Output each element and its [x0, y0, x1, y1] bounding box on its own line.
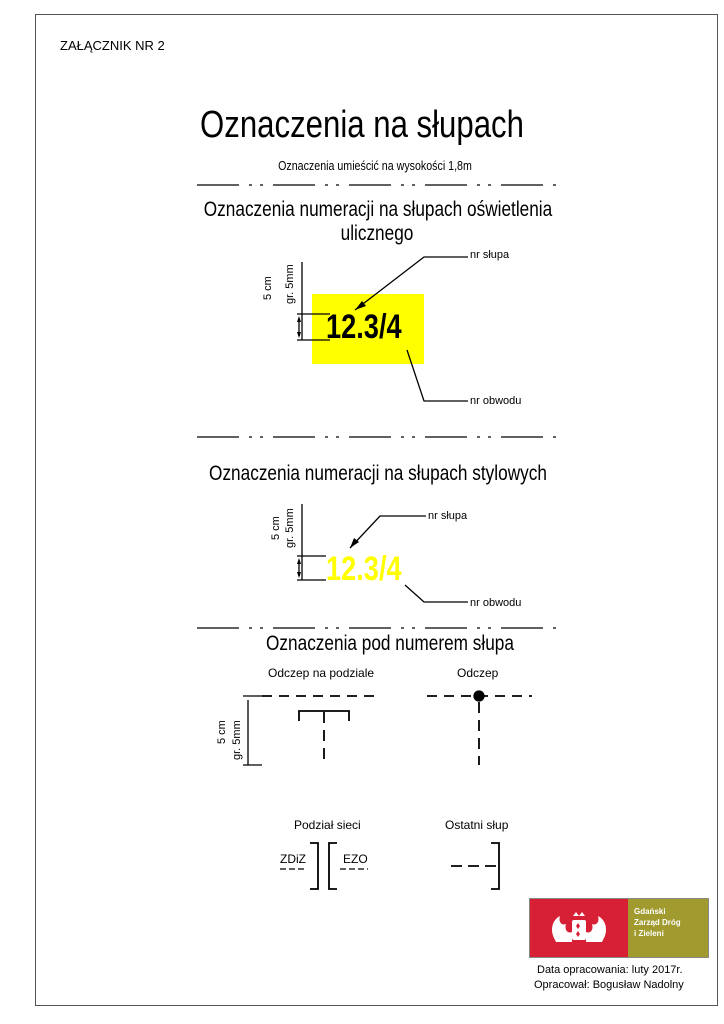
section1-dimension — [297, 262, 330, 340]
section2-dimension — [297, 504, 326, 580]
footer-author: Opracował: Bogusław Nadolny — [534, 979, 684, 991]
section1-leader-pole — [355, 257, 468, 310]
footer-date: Data opracowania: luty 2017r. — [537, 964, 683, 976]
page-subtitle: Oznaczenia umieścić na wysokości 1,8m — [278, 158, 472, 173]
logo-line3: i Zieleni — [634, 929, 664, 938]
section1-heading-line2: ulicznego — [340, 222, 414, 245]
last-pole-symbol — [451, 843, 499, 889]
section1-label-pole: nr słupa — [470, 249, 510, 261]
gdansk-coat-of-arms-icon — [530, 899, 628, 957]
label-split-right: EZO — [343, 852, 368, 866]
section2-heading: Oznaczenia numeracji na słupach stylowych — [209, 462, 547, 485]
label-split-left: ZDiZ — [280, 852, 306, 866]
branch-node — [474, 691, 484, 701]
section3-dim-stroke: gr. 5mm — [231, 720, 243, 760]
section2-label-pole: nr słupa — [428, 510, 468, 522]
logo-line2: Zarząd Dróg — [634, 918, 681, 927]
label-last-pole: Ostatni słup — [445, 818, 509, 832]
section2-label-circuit: nr obwodu — [470, 597, 522, 609]
section1-heading-line1: Oznaczenia numeracji na słupach oświetlenia — [203, 198, 553, 221]
section3-heading: Oznaczenia pod numerem słupa — [266, 632, 514, 655]
section2-leader-circuit — [405, 585, 468, 602]
section1-dim-height: 5 cm — [262, 276, 274, 300]
branch-symbol — [427, 696, 532, 765]
section1-label-circuit: nr obwodu — [470, 395, 522, 407]
logo-line1: Gdański — [634, 907, 666, 916]
gzdiz-logo — [529, 898, 709, 958]
section1-dim-stroke: gr. 5mm — [284, 264, 296, 304]
section1-leader-circuit — [407, 350, 468, 401]
label-branch: Odczep — [457, 666, 499, 680]
section2-dim-stroke: gr. 5mm — [284, 508, 296, 548]
annex-label: ZAŁĄCZNIK NR 2 — [60, 38, 165, 53]
section2-leader-pole — [350, 516, 426, 548]
section2-dim-height: 5 cm — [270, 516, 282, 540]
label-branch-on-split: Odczep na podziale — [268, 666, 375, 680]
section1-pole-number: 12.3/4 — [326, 308, 402, 346]
section2-pole-number: 12.3/4 — [326, 550, 402, 588]
section3-dimension — [243, 696, 262, 765]
branch-on-split-symbol — [262, 696, 378, 765]
label-network-split: Podział sieci — [294, 818, 361, 832]
section3-dim-height: 5 cm — [216, 720, 228, 744]
page-title: Oznaczenia na słupach — [200, 104, 524, 146]
network-split-symbol — [280, 843, 368, 889]
